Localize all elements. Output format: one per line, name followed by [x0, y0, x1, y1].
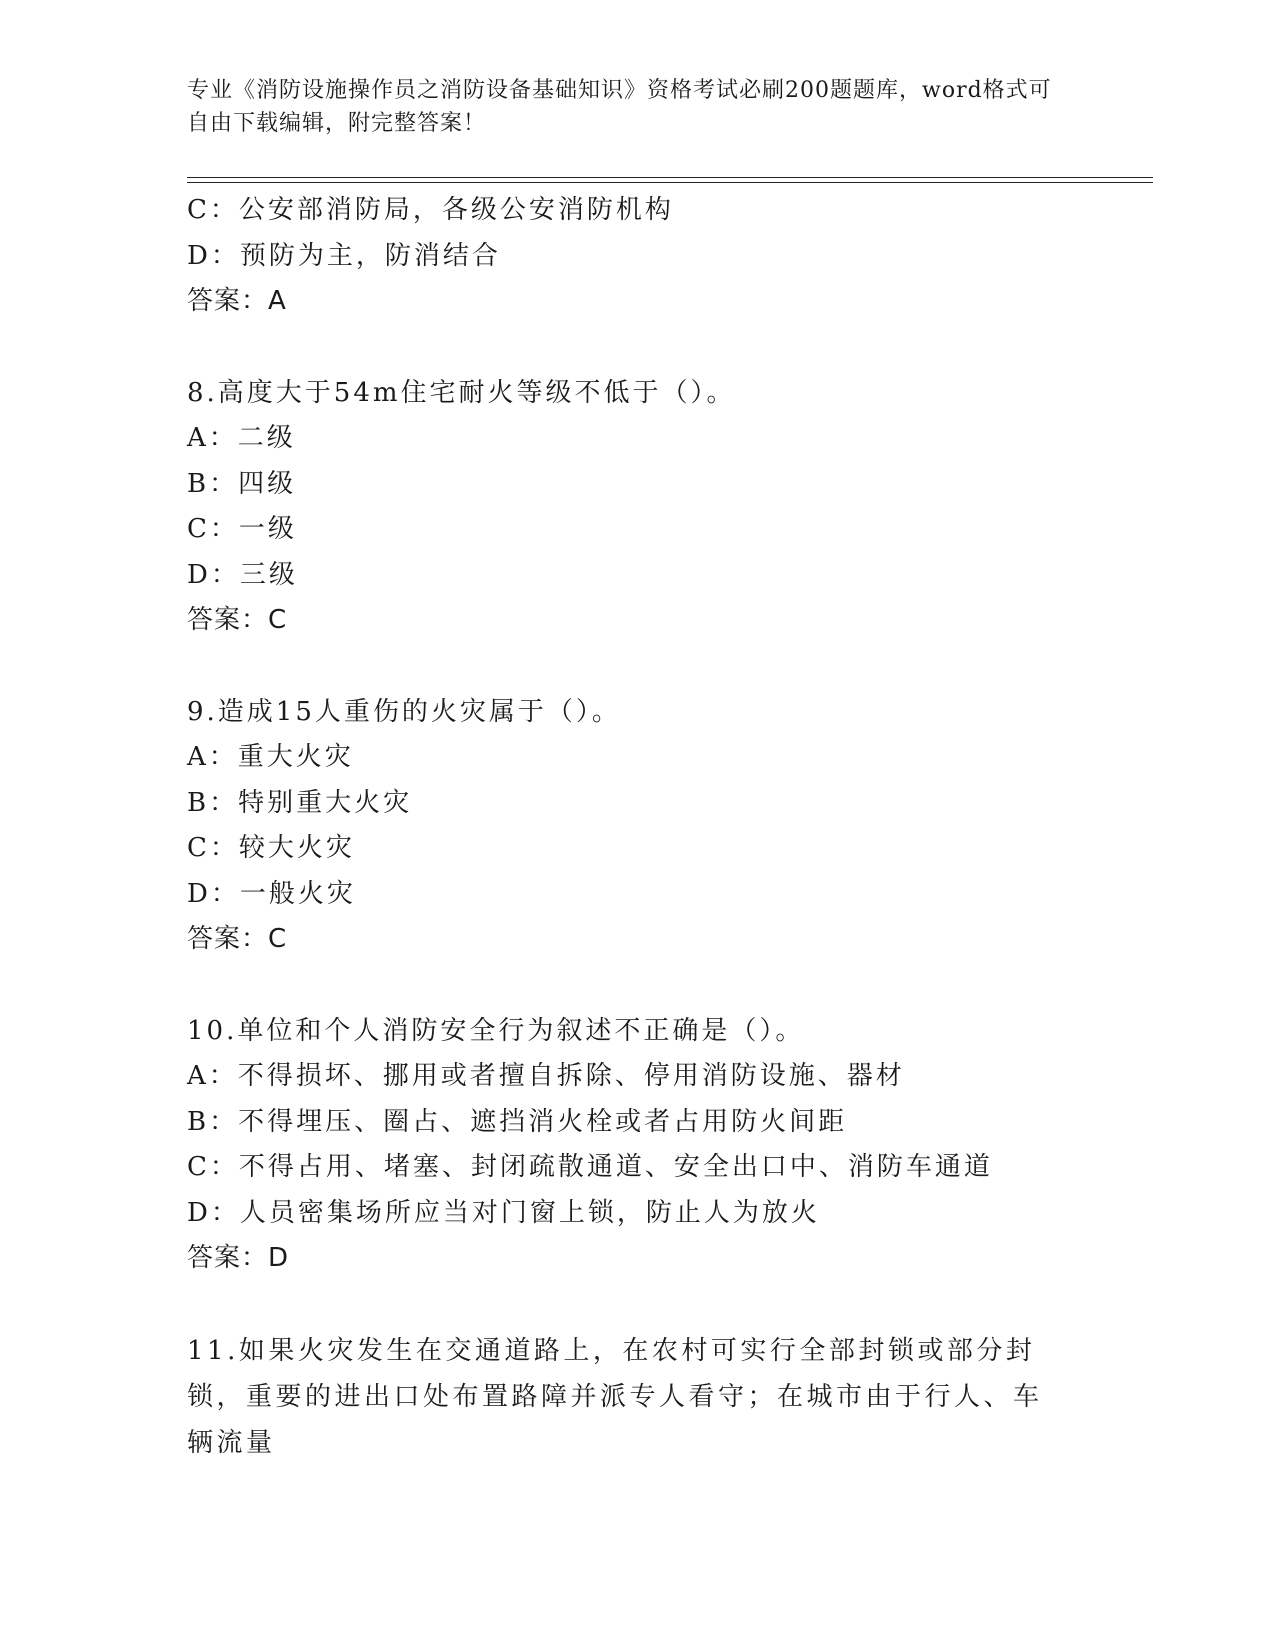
question-11 — [187, 1328, 1087, 1466]
answer-line: 答案：A — [187, 286, 287, 316]
question-stem: 10.单位和个人消防安全行为叙述不正确是（）。 — [187, 1015, 805, 1046]
question-8 — [187, 371, 1087, 644]
option-b: B：四级 — [187, 468, 297, 499]
question-stem: 8.高度大于54m住宅耐火等级不低于（）。 — [187, 377, 736, 408]
option-b: B：不得埋压、圈占、遮挡消火栓或者占用防火间距 — [187, 1106, 848, 1137]
option-d: D：三级 — [187, 559, 298, 590]
spacer — [187, 1282, 1087, 1328]
header-divider — [187, 177, 1153, 178]
question-7-tail — [187, 188, 1087, 325]
question-stem: 9.造成15人重伤的火灾属于（）。 — [187, 696, 621, 727]
answer-line: 答案：D — [187, 1243, 290, 1273]
option-a: A：重大火灾 — [187, 742, 354, 772]
spacer — [187, 644, 1087, 690]
question-9 — [187, 690, 1087, 963]
option-b: B：特别重大火灾 — [187, 787, 413, 818]
question-10 — [187, 1009, 1087, 1282]
question-list — [187, 188, 1087, 1466]
option-d: D：一般火灾 — [187, 878, 356, 909]
option-c: C：公安部消防局，各级公安消防机构 — [187, 195, 674, 225]
answer-line: 答案：C — [187, 924, 288, 954]
document-header: 专业《消防设施操作员之消防设备基础知识》资格考试必刷200题题库，word格式可自由下载编辑，附完整答案！ — [187, 78, 1052, 136]
option-d: D：人员密集场所应当对门窗上锁，防止人为放火 — [187, 1197, 820, 1228]
option-a: A：不得损坏、挪用或者擅自拆除、停用消防设施、器材 — [187, 1061, 905, 1091]
question-stem: 11.如果火灾发生在交通道路上，在农村可实行全部封锁或部分封锁，重要的进出口处布置路障并派专人看守；在城市由于行人、车辆流量 — [187, 1335, 1043, 1458]
spacer — [187, 325, 1087, 371]
spacer — [187, 963, 1087, 1009]
header-divider-second — [187, 182, 1153, 183]
answer-line: 答案：C — [187, 605, 288, 635]
option-c: C：一级 — [187, 514, 297, 544]
option-d: D：预防为主，防消结合 — [187, 240, 501, 271]
option-c: C：不得占用、堵塞、封闭疏散通道、安全出口中、消防车通道 — [187, 1152, 993, 1182]
option-c: C：较大火灾 — [187, 833, 355, 863]
option-a: A：二级 — [187, 423, 296, 453]
